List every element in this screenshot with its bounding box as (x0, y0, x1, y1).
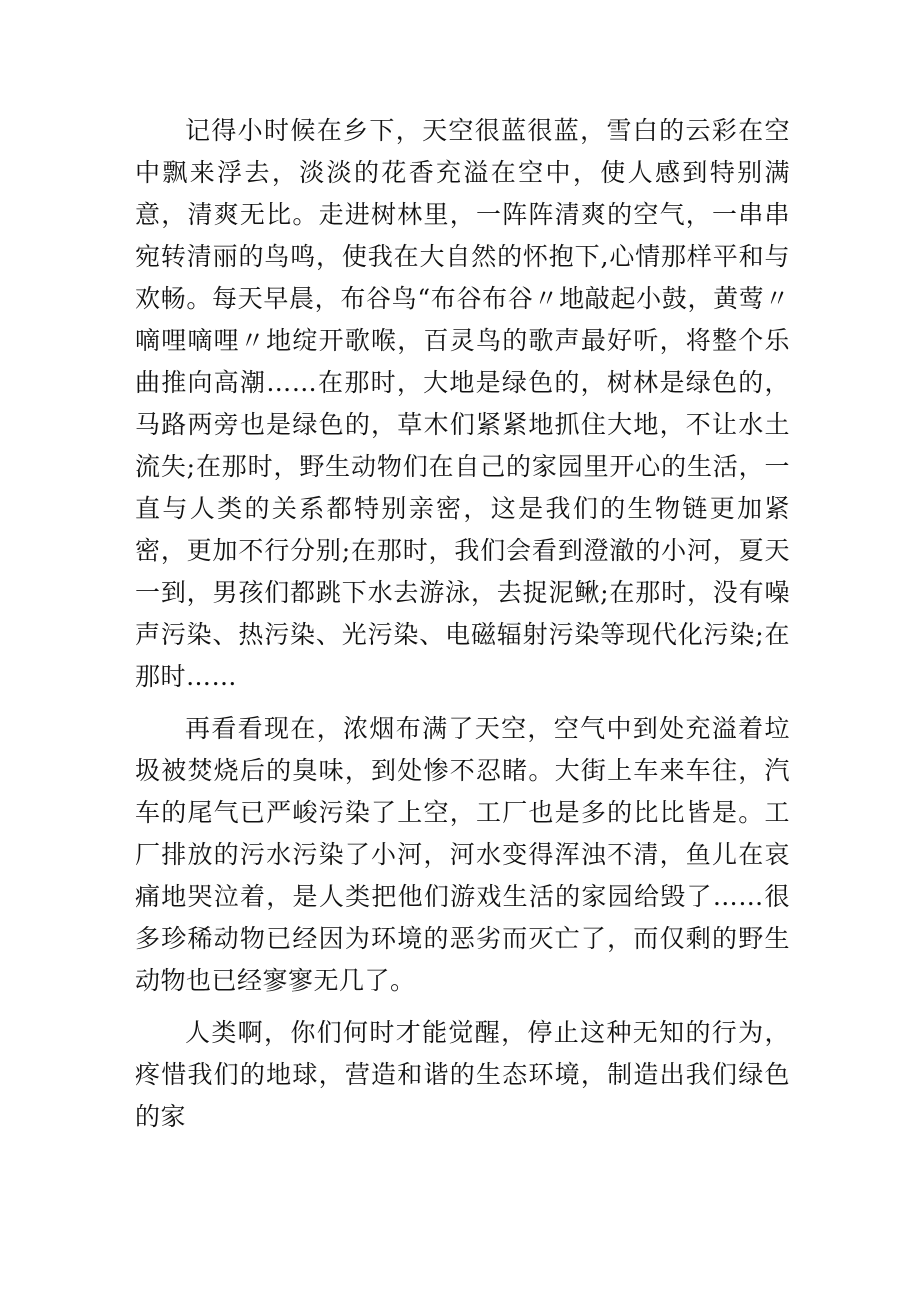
paragraph-2: 再看看现在，浓烟布满了天空，空气中到处充溢着垃圾被焚烧后的臭味，到处惨不忍睹。大街上车来车往，汽车的尾气已严峻污染了上空，工厂也是多的比比皆是。工厂排放的污水污染了小河，河水变得浑浊不清，鱼儿在哀痛地哭泣着，是人类把他们游戏生活的家园给毁了……很多珍稀动物已经因为环境的恶劣而灭亡了，而仅剩的野生动物也已经寥寥无几了。 (135, 714, 790, 995)
paragraph-1: 记得小时候在乡下，天空很蓝很蓝，雪白的云彩在空中飘来浮去，淡淡的花香充溢在空中，使人感到特别满意，清爽无比。走进树林里，一阵阵清爽的空气，一串串宛转清丽的鸟鸣，使我在大自然的怀抱下,心情那样平和与欢畅。每天早晨，布谷鸟“布谷布谷〃地敲起小鼓，黄莺〃嘀哩嘀哩〃地绽开歌喉，百灵鸟的歌声最好听，将整个乐曲推向高潮……在那时，大地是绿色的，树林是绿色的，马路两旁也是绿色的，草木们紧紧地抓住大地，不让水土流失;在那时，野生动物们在自己的家园里开心的生活，一直与人类的关系都特别亲密，这是我们的生物链更加紧密，更加不行分别;在那时，我们会看到澄澈的小河，夏天一到，男孩们都跳下水去游泳，去捉泥鳅;在那时，没有噪声污染、热污染、光污染、电磁辐射污染等现代化污染;在那时…… (135, 116, 790, 691)
body-text (135, 110, 790, 1148)
paragraph-3: 人类啊，你们何时才能觉醒，停止这种无知的行为，疼惜我们的地球，营造和谐的生态环境，制造出我们绿色的家 (135, 1018, 790, 1131)
